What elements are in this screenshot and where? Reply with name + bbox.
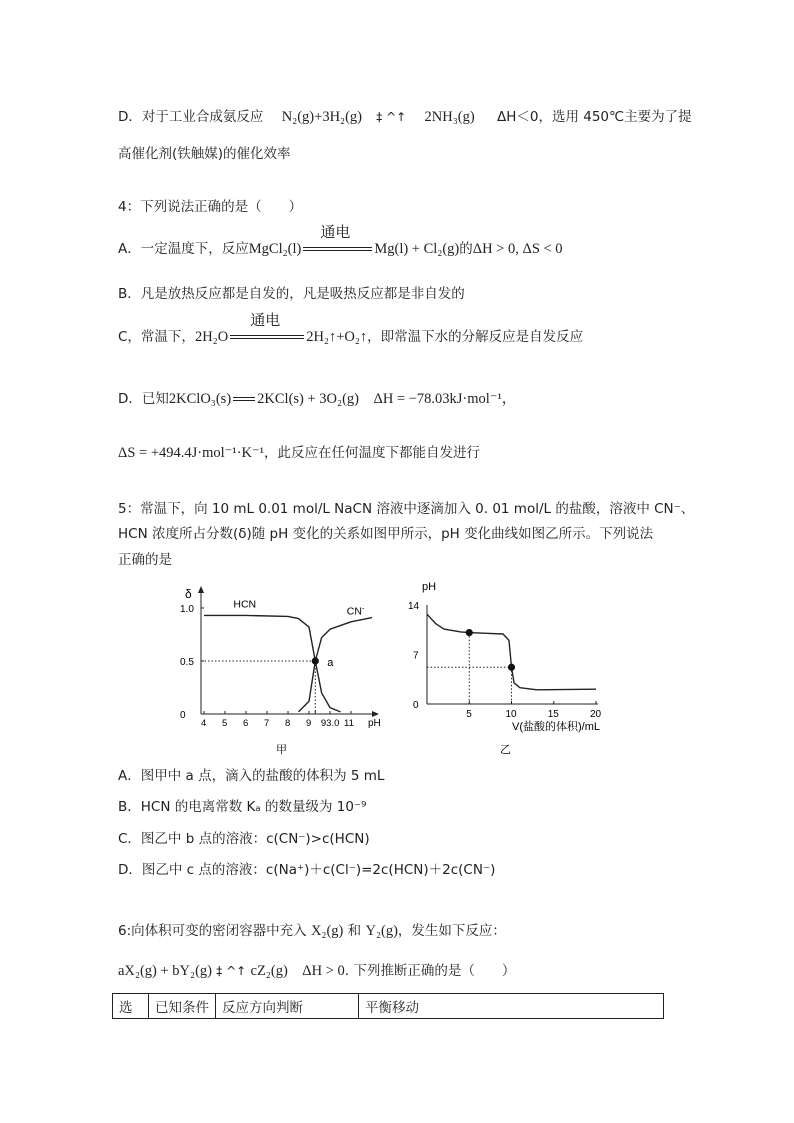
x-tick-label: 4 xyxy=(201,718,207,729)
q5-option-c: C．图乙中 b 点的溶液：c(CN⁻)>c(HCN) xyxy=(118,831,370,847)
x-tick-label: 8 xyxy=(285,718,291,729)
q4-a-cond: ΔH > 0, ΔS < 0 xyxy=(472,241,563,257)
q4-option-c xyxy=(118,311,584,346)
q4-stem: 4：下列说法正确的是（ ） xyxy=(118,199,303,215)
x-tick-label: 11 xyxy=(344,718,354,729)
q6-prefix: 6:向体积可变的密闭容器中充入 xyxy=(118,923,307,939)
q3-d-dh: ΔH＜0，选用 450℃主要为了提 xyxy=(496,109,692,125)
x-tick-label: 6 xyxy=(243,718,249,729)
q3-d-eq-left: N₂(g)+3H₂(g) xyxy=(281,109,362,125)
equals-arrow-icon xyxy=(230,335,304,339)
equals-arrow-icon xyxy=(303,247,372,251)
chart-jia-title: 甲 xyxy=(276,744,287,756)
q5-option-d: D．图乙中 c 点的溶液：c(Na⁺)＋c(Cl⁻)=2c(HCN)＋2c(CN⁻) xyxy=(118,862,496,878)
q5-stem-line2: HCN 浓度所占分数(δ)随 pH 变化的关系如图甲所示，pH 变化曲线如图乙所示。下列说法 xyxy=(118,526,654,542)
x-tick-label: 15 xyxy=(547,709,559,720)
q6-eq-right: cZ₂(g) ΔH > 0 xyxy=(250,963,345,979)
point-b xyxy=(466,629,473,636)
q4-option-a xyxy=(118,223,563,258)
reversible-arrow-icon: ‡ ^↑ xyxy=(216,964,247,978)
q3-option-d xyxy=(118,108,692,126)
q4-a-left: MgCl₂(l) xyxy=(248,241,302,257)
q3-d-prefix: D．对于工业合成氨反应 xyxy=(118,109,264,125)
q4-d-right: 2KCl(s) + 3O₂(g) ΔH = −78.03kJ·mol⁻¹， xyxy=(257,391,517,407)
q4-c-suffix: ，即常温下水的分解反应是自发反应 xyxy=(367,329,584,345)
q4-d-line2-text: ，此反应在任何温度下都能自发进行 xyxy=(263,445,480,461)
point-a xyxy=(312,657,319,664)
q6-stem-line1 xyxy=(118,922,506,940)
chart-yi-title: 乙 xyxy=(500,744,511,756)
q4-a-over: 通电 xyxy=(320,223,351,241)
x-tick-label: 10 xyxy=(505,709,517,720)
q4-c-over: 通电 xyxy=(250,311,281,329)
chart-yi xyxy=(400,578,620,758)
series-line-hcn xyxy=(204,615,341,711)
q5-stem-line1: 5：常温下，向 10 mL 0.01 mol/L NaCN 溶液中逐滴加入 0. 01 mol/L 的盐酸，溶液中 CN⁻、 xyxy=(118,501,695,517)
q6-and: 和 xyxy=(347,923,362,939)
x-tick-label: 5 xyxy=(222,718,228,729)
y-tick-label: 0 xyxy=(180,710,186,721)
y-tick-label: 1.0 xyxy=(180,604,194,615)
x-tick-label: 93.0 xyxy=(320,718,340,729)
y-tick-label: 0 xyxy=(413,700,419,711)
y-tick-label: 14 xyxy=(408,601,420,613)
q6-suffix: ，发生如下反应： xyxy=(397,923,506,939)
q6-options-table xyxy=(112,993,664,1019)
reversible-arrow-icon: ‡ ^↑ xyxy=(376,110,407,124)
q5-option-a: A．图甲中 a 点，滴入的盐酸的体积为 5 mL xyxy=(118,768,385,784)
x-tick-label: 5 xyxy=(466,709,472,720)
q4-d-prefix: D．已知 xyxy=(118,391,169,407)
q4-option-d xyxy=(118,390,516,408)
table-header-row xyxy=(113,994,664,1019)
q4-d-left: 2KClO₃(s) xyxy=(168,391,232,407)
q4-d-line2-eq: ΔS = +494.4J·mol⁻¹·K⁻¹ xyxy=(118,445,264,461)
table-header-cell: 反应方向判断 xyxy=(216,994,359,1019)
point-c xyxy=(508,664,515,671)
point-label: a xyxy=(327,657,334,669)
chart-jia-xlabel: pH xyxy=(368,718,381,729)
q6-eq-suffix: . 下列推断正确的是（ ） xyxy=(344,963,516,979)
q5-option-b: B．HCN 的电离常数 Kₐ 的数量级为 10⁻⁹ xyxy=(118,799,367,815)
chart-yi-ylabel: pH xyxy=(422,581,437,593)
q4-c-left: 2H₂O xyxy=(194,329,229,345)
x-tick-label: 9 xyxy=(306,718,312,729)
series-label: CN- xyxy=(346,605,365,618)
series-label: HCN xyxy=(233,598,257,611)
q6-equation-line xyxy=(118,962,515,980)
y-tick-label: 0.5 xyxy=(180,657,194,668)
q3-option-d-line2: 高催化剂(铁触媒)的催化效率 xyxy=(118,146,291,162)
y-tick-label: 7 xyxy=(413,650,419,662)
chart-yi-xlabel: V(盐酸的体积)/mL xyxy=(512,721,600,733)
q6-x2: X₂(g) xyxy=(310,923,344,939)
table-header-cell: 选 xyxy=(113,994,149,1019)
q4-a-right: Mg(l) + Cl₂(g) xyxy=(374,241,460,257)
chart-jia-ylabel: δ xyxy=(185,587,192,601)
q6-eq-left: aX₂(g) + bY₂(g) xyxy=(118,963,212,979)
x-tick-label: 20 xyxy=(590,709,602,720)
equals-arrow-icon xyxy=(233,397,255,401)
q4-c-prefix: C，常温下， xyxy=(118,329,195,345)
q5-stem-line3: 正确的是 xyxy=(118,552,172,568)
chart-jia xyxy=(176,578,396,758)
q3-d-eq-right: 2NH₃(g) xyxy=(424,109,475,125)
q4-a-prefix: A．一定温度下，反应 xyxy=(118,241,249,257)
q6-y2: Y₂(g) xyxy=(365,923,398,939)
q4-a-suffix: 的 xyxy=(459,241,473,257)
q4-option-d-line2 xyxy=(118,444,480,462)
table-header-cell: 平衡移动 xyxy=(359,994,664,1019)
q4-option-b: B．凡是放热反应都是自发的，凡是吸热反应都是非自发的 xyxy=(118,286,465,302)
x-tick-label: 7 xyxy=(264,718,270,729)
table-header-cell: 已知条件 xyxy=(149,994,216,1019)
q4-c-right: 2H₂↑+O₂↑ xyxy=(306,329,368,345)
